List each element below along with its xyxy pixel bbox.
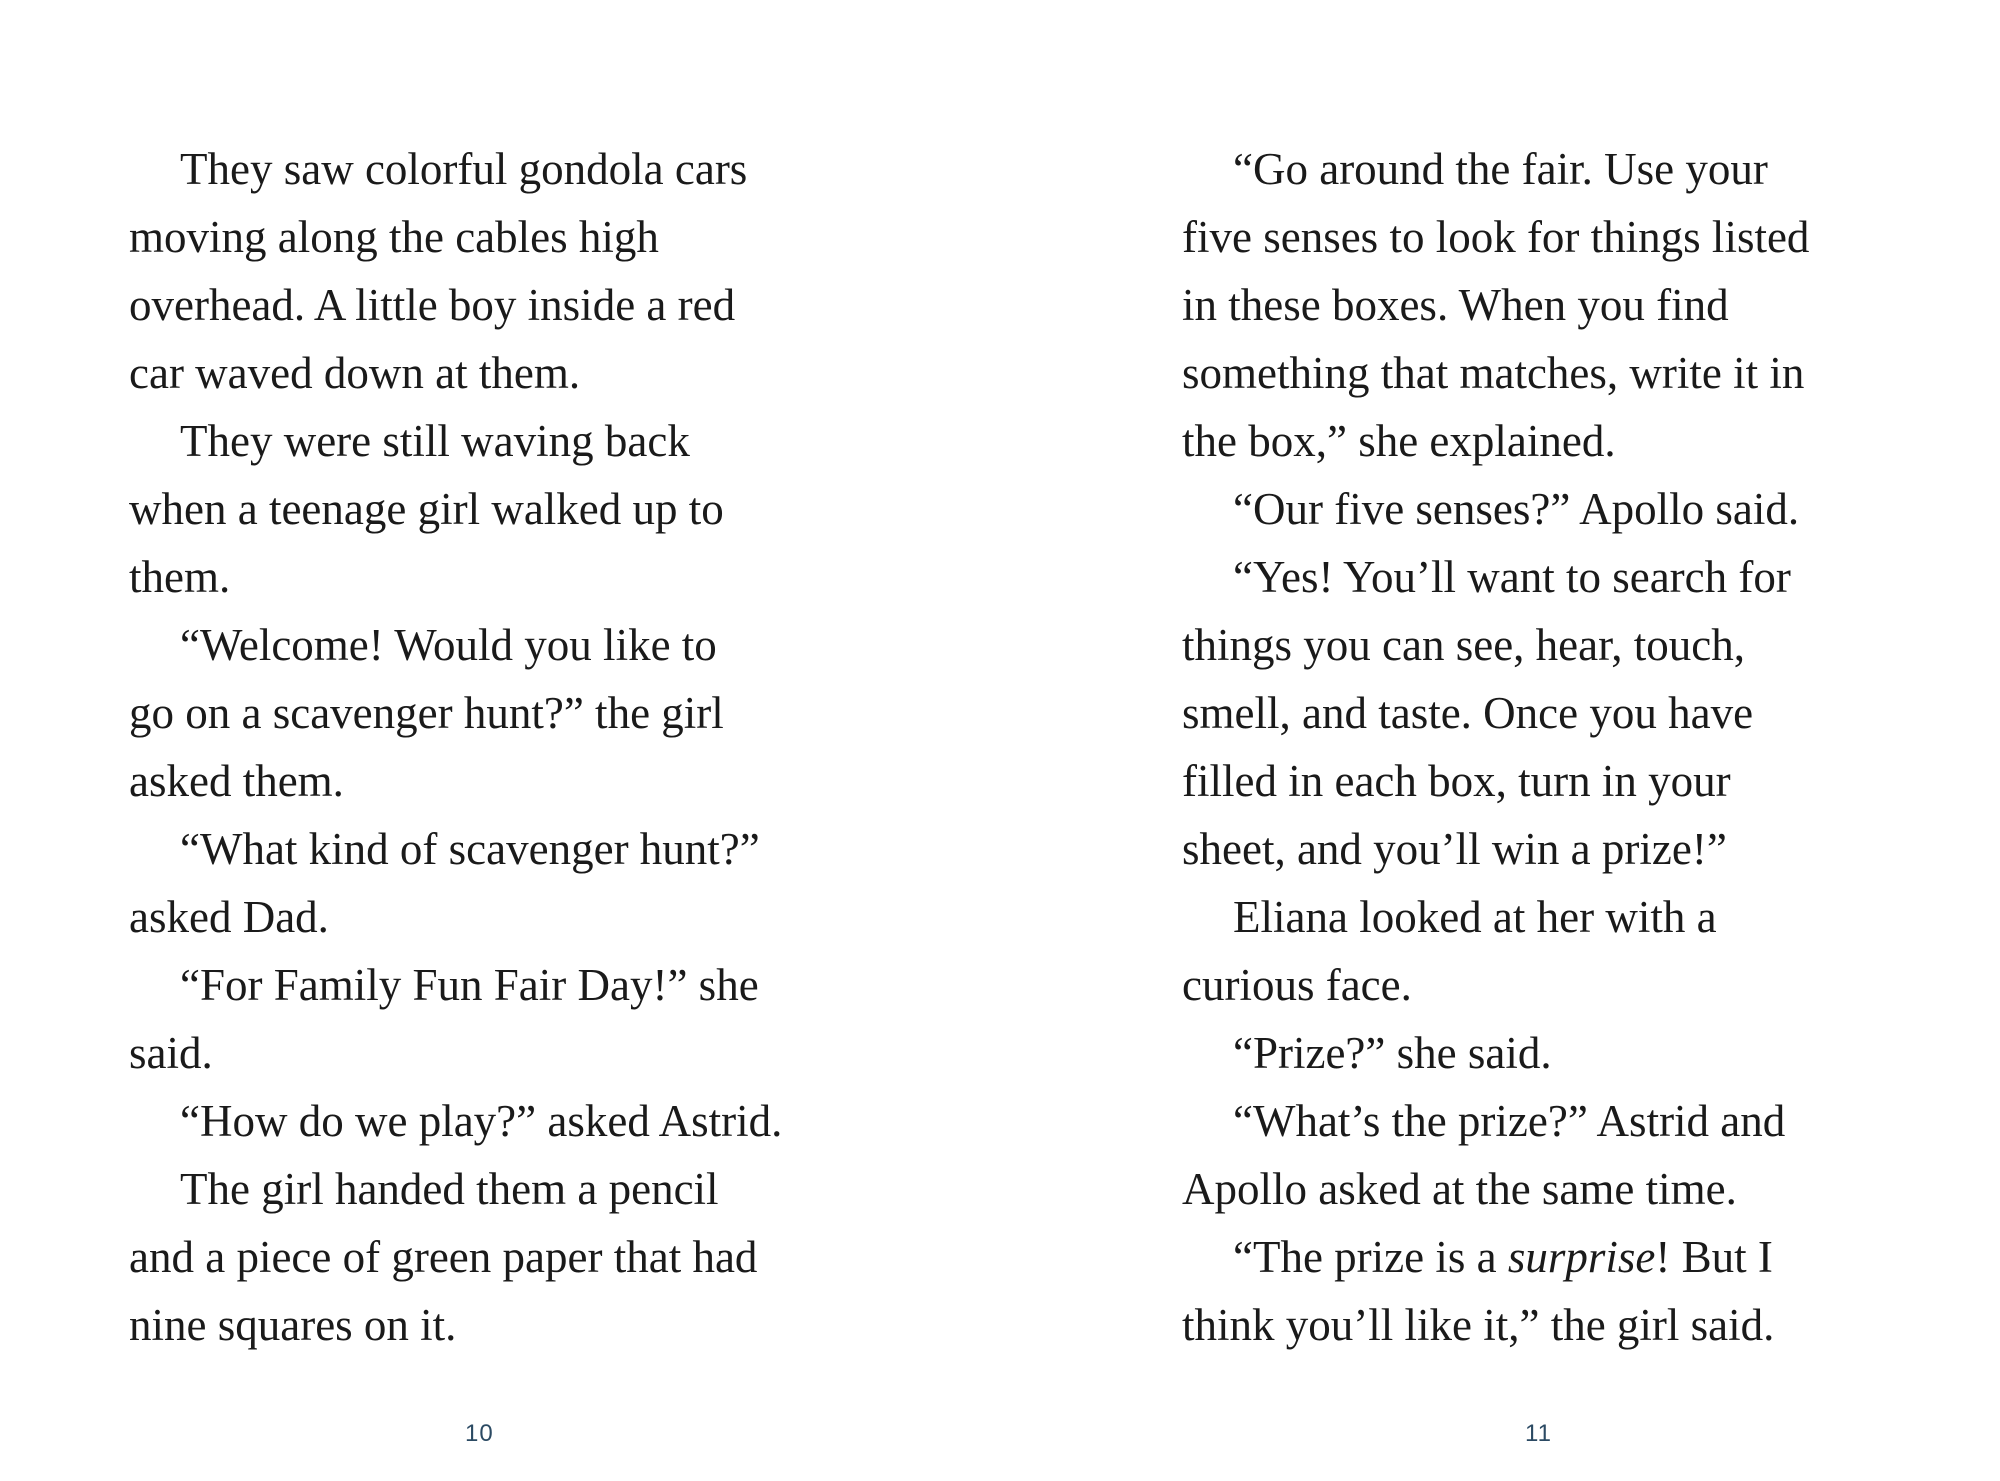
text-line: think you’ll like it,” the girl said. bbox=[1182, 1300, 1775, 1350]
text-line: They were still waving back bbox=[180, 416, 690, 466]
text-line: said. bbox=[129, 1028, 213, 1078]
text-line: and a piece of green paper that had bbox=[129, 1232, 758, 1282]
text-line bbox=[1182, 1223, 1922, 1291]
text-line: the box,” she explained. bbox=[1182, 416, 1616, 466]
text-line: filled in each box, turn in your bbox=[1182, 756, 1731, 806]
text-segment: “The prize is a bbox=[1233, 1232, 1508, 1282]
text-line: Apollo asked at the same time. bbox=[1182, 1164, 1737, 1214]
right-page-text bbox=[1182, 135, 1922, 1359]
text-line: “Our five senses?” Apollo said. bbox=[1233, 484, 1800, 534]
text-line: “Go around the fair. Use your bbox=[1233, 144, 1768, 194]
text-line: moving along the cables high bbox=[129, 212, 659, 262]
text-line: They saw colorful gondola cars bbox=[180, 144, 748, 194]
page-number-right: 11 bbox=[1525, 1420, 1552, 1447]
right-page bbox=[1000, 0, 2000, 1481]
text-line: curious face. bbox=[1182, 960, 1412, 1010]
text-line: “How do we play?” asked Astrid. bbox=[180, 1096, 783, 1146]
text-line: Eliana looked at her with a bbox=[1233, 892, 1717, 942]
text-line: overhead. A little boy inside a red bbox=[129, 280, 736, 330]
text-line: car waved down at them. bbox=[129, 348, 581, 398]
text-line: in these boxes. When you find bbox=[1182, 280, 1729, 330]
text-line: smell, and taste. Once you have bbox=[1182, 688, 1754, 738]
text-line: The girl handed them a pencil bbox=[180, 1164, 719, 1214]
page-number-left: 10 bbox=[465, 1420, 494, 1447]
text-line: go on a scavenger hunt?” the girl bbox=[129, 688, 724, 738]
text-line: “Yes! You’ll want to search for bbox=[1233, 552, 1791, 602]
italic-word: surprise bbox=[1507, 1232, 1656, 1282]
left-page-text bbox=[129, 135, 869, 1359]
text-line: things you can see, hear, touch, bbox=[1182, 620, 1746, 670]
text-line: asked Dad. bbox=[129, 892, 329, 942]
text-line: when a teenage girl walked up to bbox=[129, 484, 724, 534]
text-line: “What kind of scavenger hunt?” bbox=[180, 824, 760, 874]
text-line: something that matches, write it in bbox=[1182, 348, 1805, 398]
text-line: asked them. bbox=[129, 756, 344, 806]
text-line: nine squares on it. bbox=[129, 1300, 457, 1350]
right-page-lines bbox=[1182, 135, 1922, 1223]
text-segment: ! But I bbox=[1655, 1232, 1773, 1282]
text-line: “What’s the prize?” Astrid and bbox=[1233, 1096, 1786, 1146]
text-line: “For Family Fun Fair Day!” she bbox=[180, 960, 759, 1010]
text-line: “Welcome! Would you like to bbox=[180, 620, 717, 670]
text-line: five senses to look for things listed bbox=[1182, 212, 1810, 262]
text-line: them. bbox=[129, 552, 231, 602]
text-line: sheet, and you’ll win a prize!” bbox=[1182, 824, 1727, 874]
text-line: “Prize?” she said. bbox=[1233, 1028, 1552, 1078]
